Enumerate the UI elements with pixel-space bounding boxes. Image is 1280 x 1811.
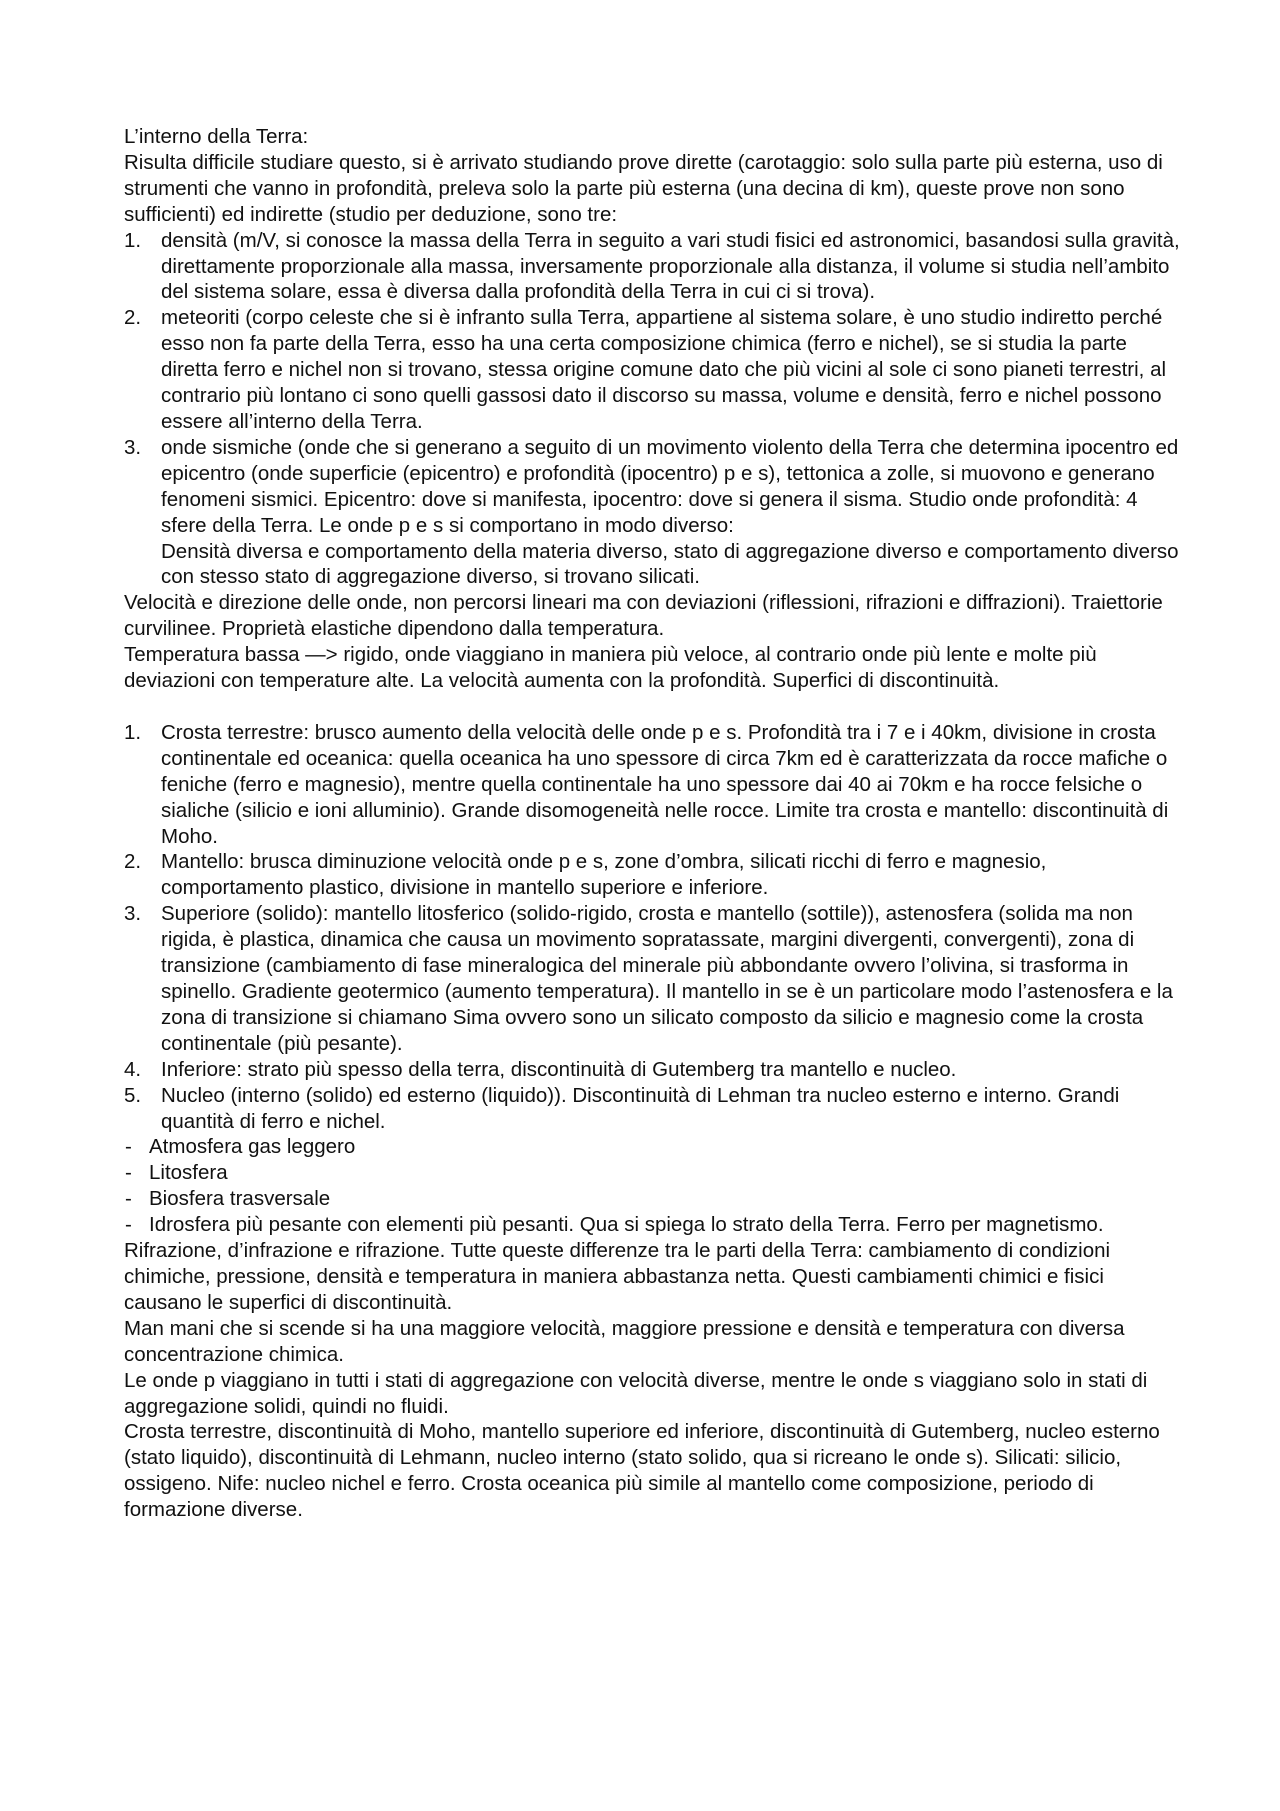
refraction-paragraph: Rifrazione, d’infrazione e rifrazione. Tutte queste differenze tra le parti della Terra: cambiamento di condizioni chimiche, pressione, densità e temperatura in maniera abbastanza netta. Questi cambiamenti chimici e fisici causano le superfici di discontinuità.	[124, 1239, 1111, 1314]
depth-paragraph: Man mani che si scende si ha una maggiore velocità, maggiore pressione e densità e temperatura con diversa concentrazione chimica.	[124, 1316, 1125, 1366]
list-item	[124, 435, 1180, 590]
earth-layers-list	[124, 720, 1180, 1135]
list-item	[124, 1134, 1180, 1160]
summary-paragraph: Crosta terrestre, discontinuità di Moho, mantello superiore ed inferiore, discontinuità di Gutemberg, nucleo esterno (stato liquido), discontinuità di Lehmann, nucleo interno (stato solido, qua si ricreano le onde s). Silicati: silicio, ossigeno. Nife: nucleo nichel e ferro. Crosta oceanica più simile al mantello come composizione, periodo di formazione diverse.	[124, 1420, 1160, 1522]
list-item-text: Idrosfera più pesante con elementi più pesanti. Qua si spiega lo strato della Terra. Ferro per magnetismo.	[149, 1213, 1104, 1237]
list-item	[124, 849, 1180, 901]
intro-paragraph: Risulta difficile studiare questo, si è arrivato studiando prove dirette (carotaggio: solo sulla parte più esterna, uso di strumenti che vanno in profondità, preleva solo la parte più esterna (una decina di km), queste prove non sono sufficienti) ed indirette (studio per deduzione, sono tre:	[124, 150, 1163, 226]
velocity-paragraph: Velocità e direzione delle onde, non percorsi lineari ma con deviazioni (riflessioni, rifrazioni e diffrazioni). Traiettorie curvilinee. Proprietà elastiche dipendono dalla temperatura.	[124, 591, 1163, 641]
blank-line	[124, 694, 1180, 720]
list-number: 1.	[124, 228, 142, 252]
list-item	[124, 1212, 1180, 1238]
list-dash: -	[125, 1213, 132, 1237]
temperature-paragraph: Temperatura bassa —> rigido, onde viaggiano in maniera più veloce, al contrario onde più lente e molte più deviazioni con temperature alte. La velocità aumenta con la profondità. Superfici di discontinuità.	[124, 643, 1097, 693]
list-item-text: Biosfera trasversale	[149, 1187, 331, 1211]
list-item-text: Superiore (solido): mantello litosferico (solido-rigido, crosta e mantello (sottile)), astenosfera (solida ma non rigida, è plastica, dinamica che causa un movimento sopratassate, margini divergenti, convergenti), zona di transizione (cambiamento di fase mineralogica del minerale più abbondante ovvero l’olivina, si trasforma in spinello. Gradiente geotermico (aumento temperatura). Il mantello in se è un particolare modo l’astenosfera e la zona di transizione si chiamano Sima ovvero sono un silicato composto da silicio e magnesio come la crosta continentale (più pesante).	[161, 902, 1173, 1055]
list-item-text: Nucleo (interno (solido) ed esterno (liquido)). Discontinuità di Lehman tra nucleo esterno e interno. Grandi quantità di ferro e nichel.	[161, 1083, 1120, 1133]
list-number: 5.	[124, 1083, 142, 1107]
list-item	[124, 720, 1180, 850]
list-item	[124, 228, 1180, 306]
list-item	[124, 1057, 1180, 1083]
list-number: 1.	[124, 720, 142, 744]
list-item	[124, 1160, 1180, 1186]
list-item	[124, 305, 1180, 435]
list-item-text: Atmosfera gas leggero	[149, 1135, 356, 1159]
waves-paragraph: Le onde p viaggiano in tutti i stati di aggregazione con velocità diverse, mentre le onde s viaggiano solo in stati di aggregazione solidi, quindi no fluidi.	[124, 1368, 1148, 1418]
list-item-text: Inferiore: strato più spesso della terra, discontinuità di Gutemberg tra mantello e nucleo.	[161, 1057, 957, 1081]
spheres-list	[124, 1134, 1180, 1238]
list-item-text: Mantello: brusca diminuzione velocità onde p e s, zone d’ombra, silicati ricchi di ferro e magnesio, comportamento plastico, divisione in mantello superiore e inferiore.	[161, 850, 1047, 900]
list-item	[124, 1186, 1180, 1212]
list-item	[124, 901, 1180, 1056]
list-item-continuation: Densità diversa e comportamento della materia diverso, stato di aggregazione diverso e comportamento diverso con stesso stato di aggregazione diverso, si trovano silicati.	[161, 539, 1179, 589]
list-number: 3.	[124, 902, 142, 926]
list-item-text: onde sismiche (onde che si generano a seguito di un movimento violento della Terra che determina ipocentro ed epicentro (onde superficie (epicentro) e profondità (ipocentro) p e s), tettonica a zolle, si muovono e generano fenomeni sismici. Epicentro: dove si manifesta, ipocentro: dove si genera il sisma. Studio onde profondità: 4 sfere della Terra. Le onde p e s si comportano in modo diverso:	[161, 435, 1179, 537]
list-dash: -	[125, 1135, 132, 1159]
list-number: 2.	[124, 306, 142, 330]
list-item-text: Crosta terrestre: brusco aumento della velocità delle onde p e s. Profondità tra i 7 e i 40km, divisione in crosta continentale ed oceanica: quella oceanica ha uno spessore di circa 7km ed è caratterizzata da rocce mafiche o feniche (ferro e magnesio), mentre quella continentale ha uno spessore dai 40 ai 70km e ha rocce felsiche o sialiche (silicio e ioni alluminio). Grande disomogeneità nelle rocce. Limite tra crosta e mantello: discontinuità di Moho.	[161, 720, 1169, 848]
list-dash: -	[125, 1161, 132, 1185]
list-item	[124, 1083, 1180, 1135]
list-number: 2.	[124, 850, 142, 874]
list-item-text: densità (m/V, si conosce la massa della Terra in seguito a vari studi fisici ed astronomici, basandosi sulla gravità, direttamente proporzionale alla massa, inversamente proporzionale alla distanza, il volume si studia nell’ambito del sistema solare, essa è diversa dalla profondità della Terra in cui ci si trova).	[161, 228, 1180, 304]
document-title: L’interno della Terra:	[124, 125, 309, 148]
list-number: 3.	[124, 435, 142, 459]
list-number: 4.	[124, 1057, 142, 1081]
indirect-evidence-list	[124, 228, 1180, 591]
list-dash: -	[125, 1187, 132, 1211]
list-item-text: Litosfera	[149, 1161, 228, 1185]
list-item-text: meteoriti (corpo celeste che si è infranto sulla Terra, appartiene al sistema solare, è uno studio indiretto perché esso non fa parte della Terra, esso ha una certa composizione chimica (ferro e nichel), se si studia la parte diretta ferro e nichel non si trovano, stessa origine comune dato che più vicini al sole ci sono pianeti terrestri, al contrario più lontano ci sono quelli gassosi dato il discorso su massa, volume e densità, ferro e nichel possono essere all’interno della Terra.	[161, 306, 1167, 433]
